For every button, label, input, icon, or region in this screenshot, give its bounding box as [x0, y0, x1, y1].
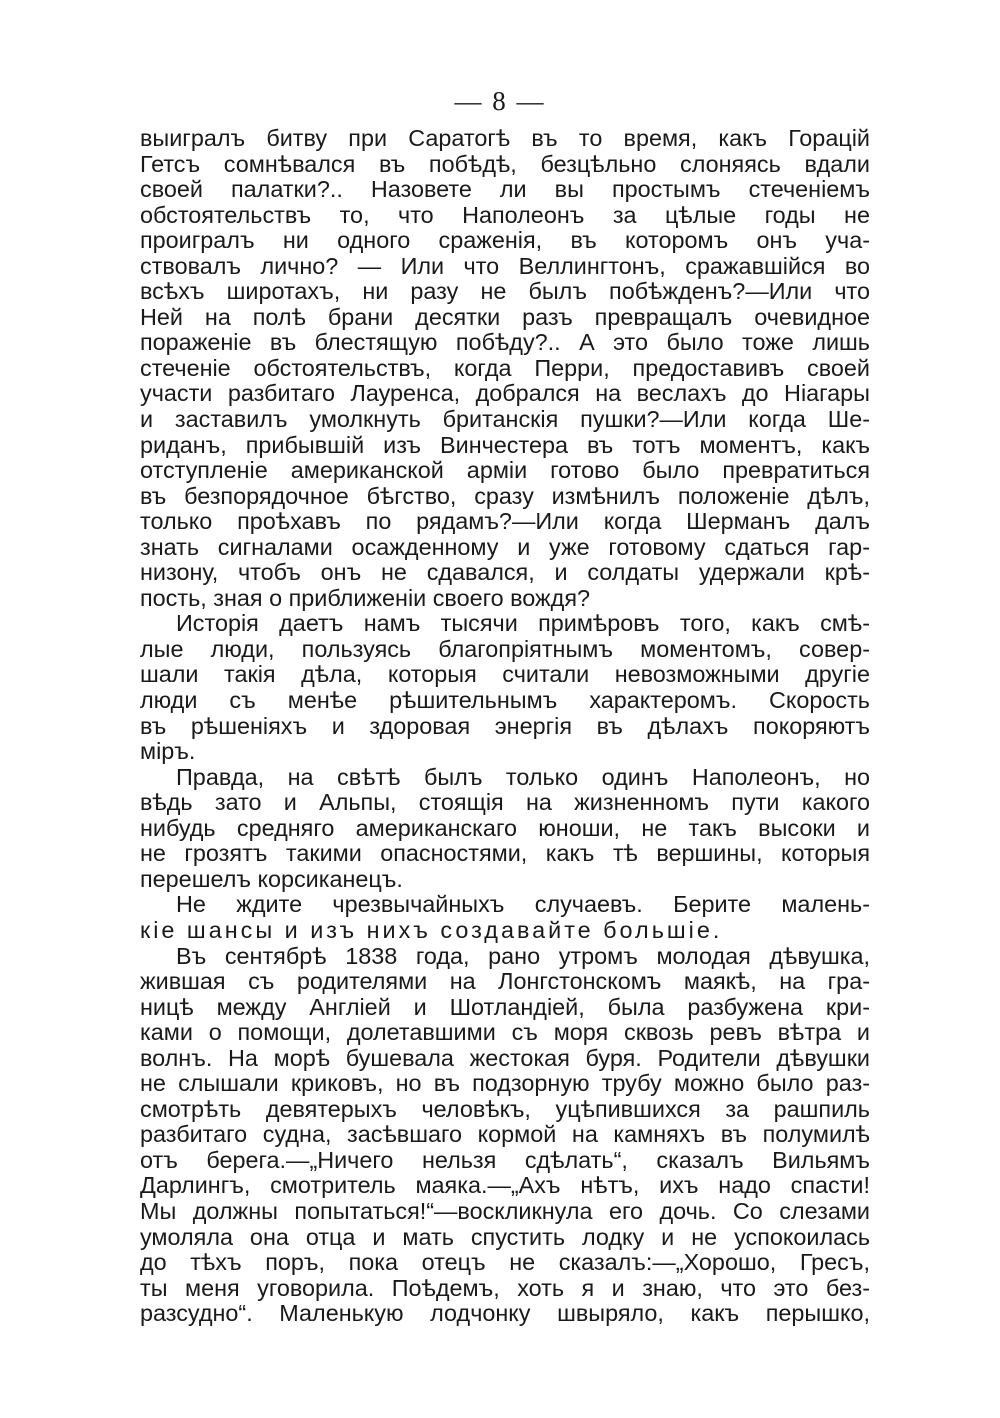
text-line: и заставилъ умолкнуть британскія пушки?—Или когда Ше- [140, 406, 870, 433]
text-line: Исторія даетъ намъ тысячи примѣровъ того, какъ смѣ- [176, 610, 870, 637]
text-line: Въ сентябрѣ 1838 года, рано утромъ молодая дѣвушка, [176, 942, 870, 969]
text-line: въ безпорядочное бѣгство, сразу измѣнилъ положеніе дѣлъ, [140, 482, 870, 509]
text-line: знать сигналами осажденному и уже готовому сдаться гар- [140, 533, 870, 560]
text-line: отступленіе американской арміи готово было превратиться [140, 457, 870, 484]
text-line: Дарлингъ, смотритель маяка.—„Ахъ нѣтъ, ихъ надо спасти! [140, 1172, 870, 1199]
text-line: ты меня уговорила. Поѣдемъ, хоть я и знаю, что это без- [140, 1274, 870, 1301]
text-line: выигралъ битву при Саратогѣ въ то время, какъ Горацій [140, 125, 870, 151]
text-line: разбитаго судна, засѣвшаго кормой на камняхъ въ полумилѣ [140, 1121, 870, 1148]
text-line: умоляла она отца и мать спустить лодку и не успокоилась [140, 1223, 870, 1250]
text-line: въ рѣшеніяхъ и здоровая энергія въ дѣлахъ покоряютъ [140, 712, 870, 739]
text-line: ствовалъ лично? — Или что Веллингтонъ, сражавшійся во [140, 252, 870, 279]
text-line: стеченіе обстоятельствъ, когда Перри, предоставивъ своей [140, 354, 870, 381]
page-number: — 8 — [454, 86, 546, 116]
text-line: нибудь средняго американскаго юноши, не такъ высоки и [140, 814, 870, 841]
text-line: разсудно“. Маленькую лодчонку швыряло, какъ перышко, [140, 1300, 870, 1327]
text-line: не слышали криковъ, но въ подзорную трубу можно было раз- [140, 1070, 870, 1097]
text-line: ками о помощи, долетавшими съ моря сквозь ревъ вѣтра и [140, 1019, 870, 1046]
text-line: пость, зная о приближеніи своего вождя? [140, 584, 591, 611]
text-line: отъ берега.—„Ничего нельзя сдѣлать“, сказалъ Вильямъ [140, 1146, 870, 1173]
text-line: жившая съ родителями на Лонгстонскомъ маякѣ, на гра- [140, 968, 870, 995]
text-line: обстоятельствъ то, что Наполеонъ за цѣлые годы не [140, 201, 870, 228]
text-line: участи разбитаго Лауренса, добрался на веслахъ до Ніагары [140, 380, 870, 407]
text-line: смотрѣть девятерыхъ человѣкъ, уцѣпившихся за рашпиль [140, 1095, 870, 1122]
text-line: Не ждите чрезвычайныхъ случаевъ. Берите малень- [176, 891, 870, 918]
text-line: вѣдь зато и Альпы, стоящія на жизненномъ пути какого [140, 789, 870, 816]
text-line: кіе шансы и изъ нихъ создавайте большіе. [140, 916, 723, 943]
text-line: міръ. [140, 738, 196, 765]
text-line: люди съ менѣе рѣшительнымъ характеромъ. Скорость [140, 687, 870, 714]
text-line: не грозятъ такими опасностями, какъ тѣ вершины, которыя [140, 840, 870, 867]
text-line: только проѣхавъ по рядамъ?—Или когда Шерманъ далъ [140, 508, 870, 535]
text-line: волнъ. На морѣ бушевала жестокая буря. Родители дѣвушки [140, 1044, 870, 1071]
text-line: риданъ, прибывшій изъ Винчестера въ тотъ моментъ, какъ [140, 431, 870, 458]
text-line: шали такія дѣла, которыя считали невозможными другіе [140, 661, 870, 688]
text-line: Гетсъ сомнѣвался въ побѣдѣ, безцѣльно слоняясь вдали [140, 150, 870, 177]
text-line: Ней на полѣ брани десятки разъ превращалъ очевидное [140, 303, 870, 330]
text-line: низону, чтобъ онъ не сдавался, и солдаты удержали крѣ- [140, 559, 870, 586]
text-line: лые люди, пользуясь благопріятнымъ моментомъ, совер- [140, 635, 870, 662]
text-line: Правда, на свѣтѣ былъ только одинъ Наполеонъ, но [176, 763, 870, 790]
body-text [140, 126, 870, 1327]
text-line: проигралъ ни одного сраженія, въ которомъ онъ уча- [140, 227, 870, 254]
text-line: ницѣ между Англіей и Шотландіей, была разбужена кри- [140, 993, 870, 1020]
text-line: Мы должны попытаться!“—воскликнула его дочь. Со слезами [140, 1197, 870, 1224]
text-line: до тѣхъ поръ, пока отецъ не сказалъ:—„Хорошо, Гресъ, [140, 1249, 870, 1276]
text-line: своей палатки?.. Назовете ли вы простымъ стеченіемъ [140, 176, 870, 203]
text-line: пораженіе въ блестящую побѣду?.. А это было тоже лишь [140, 329, 870, 356]
text-line: перешелъ корсиканецъ. [140, 865, 403, 892]
text-line: всѣхъ широтахъ, ни разу не былъ побѣжденъ?—Или что [140, 278, 870, 305]
